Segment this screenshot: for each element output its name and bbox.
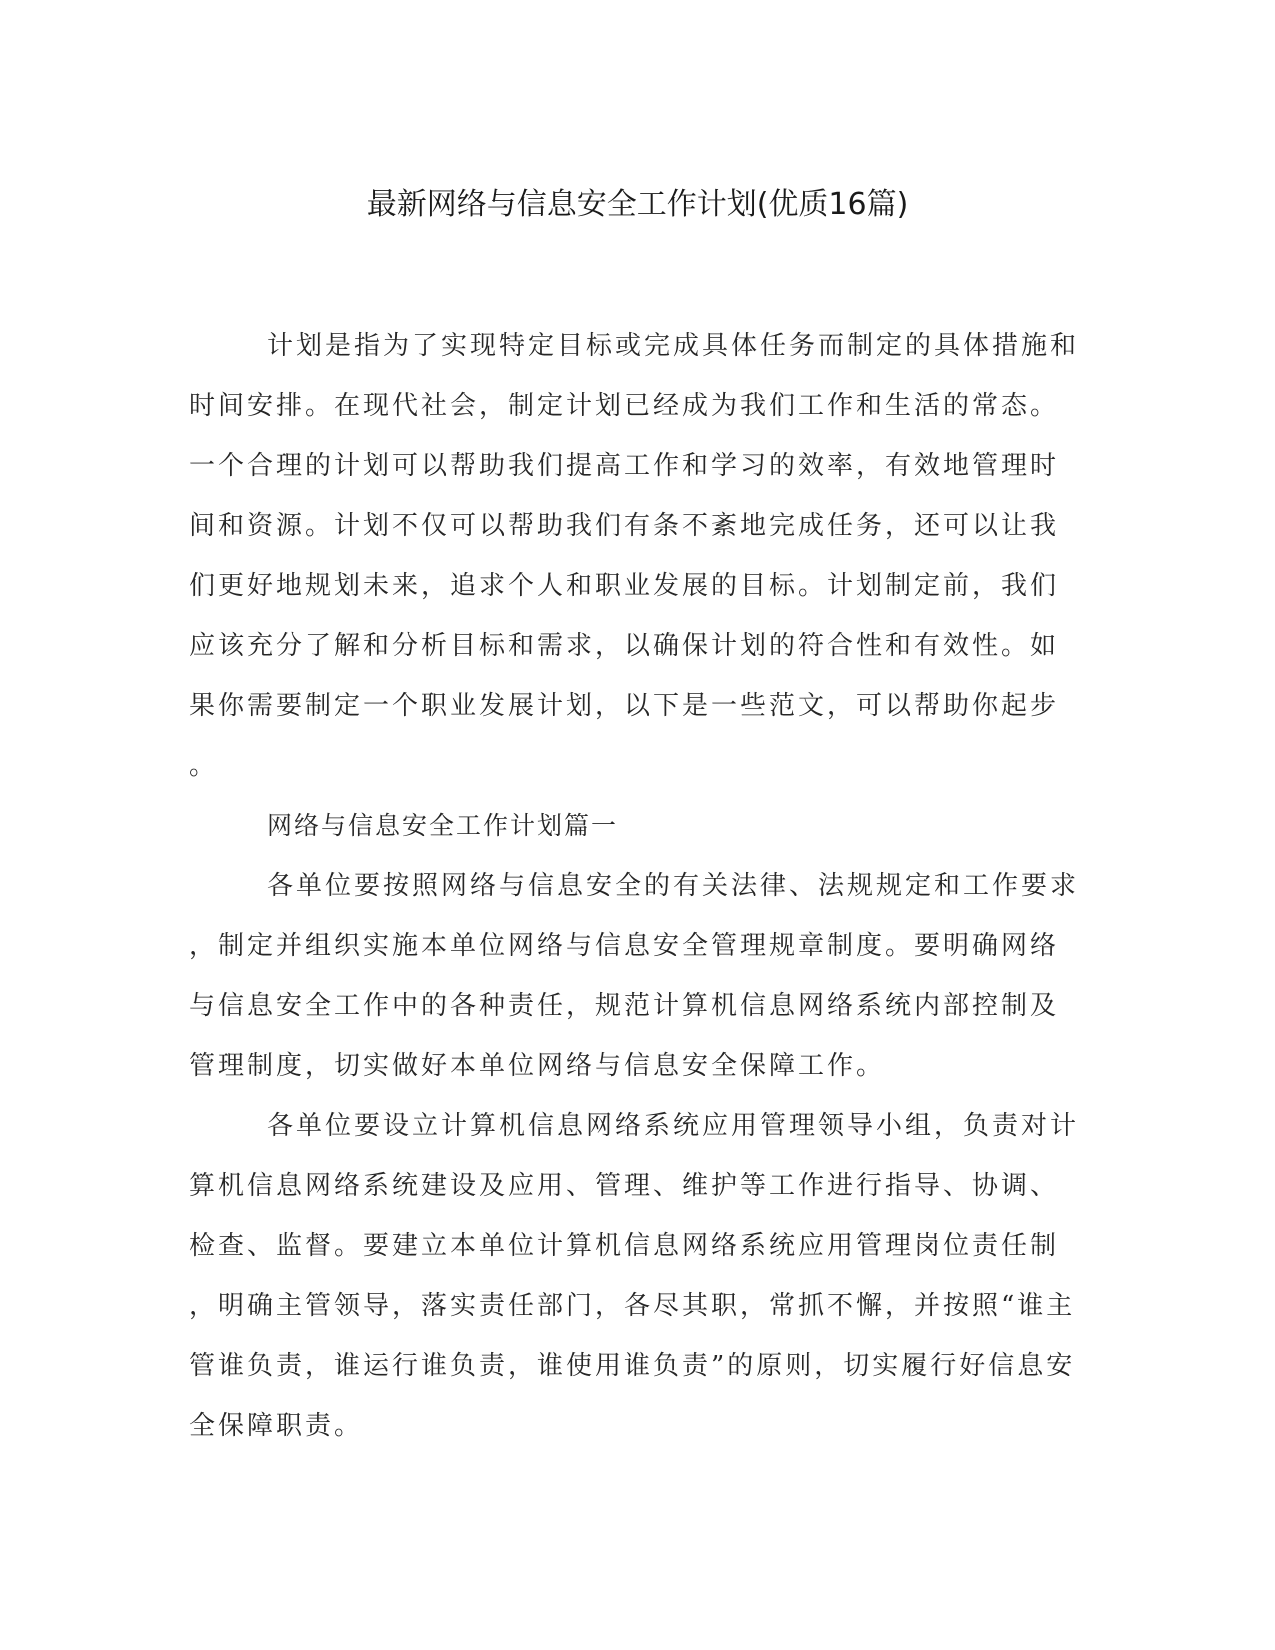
document-title: 最新网络与信息安全工作计划(优质16篇) xyxy=(366,187,909,222)
paragraph-line: 管理制度，切实做好本单位网络与信息安全保障工作。 xyxy=(189,1051,886,1081)
paragraph-line: 各单位要按照网络与信息安全的有关法律、法规规定和工作要求 xyxy=(267,871,1080,901)
paragraph-line: 管谁负责，谁运行谁负责，谁使用谁负责”的原则，切实履行好信息安 xyxy=(189,1351,1076,1381)
section-heading: 网络与信息安全工作计划篇一 xyxy=(267,811,619,840)
paragraph-line: ，明确主管领导，落实责任部门，各尽其职，常抓不懈，并按照“谁主 xyxy=(189,1291,1076,1321)
paragraph-line: 一个合理的计划可以帮助我们提高工作和学习的效率，有效地管理时 xyxy=(189,451,1060,481)
document-body xyxy=(189,316,1085,1456)
paragraph-line: 各单位要设立计算机信息网络系统应用管理领导小组，负责对计 xyxy=(267,1111,1080,1141)
paragraph-line: 检查、监督。要建立本单位计算机信息网络系统应用管理岗位责任制 xyxy=(189,1231,1060,1261)
paragraph-line: 应该充分了解和分析目标和需求，以确保计划的符合性和有效性。如 xyxy=(189,631,1060,661)
paragraph-line: 果你需要制定一个职业发展计划，以下是一些范文，可以帮助你起步 xyxy=(189,691,1060,721)
paragraph-line: 间和资源。计划不仅可以帮助我们有条不紊地完成任务，还可以让我 xyxy=(189,511,1060,541)
paragraph-line: 时间安排。在现代社会，制定计划已经成为我们工作和生活的常态。 xyxy=(189,391,1060,421)
paragraph-line: 们更好地规划未来，追求个人和职业发展的目标。计划制定前，我们 xyxy=(189,571,1060,601)
paragraph-line: 计划是指为了实现特定目标或完成具体任务而制定的具体措施和 xyxy=(267,331,1080,361)
paragraph-line: 。 xyxy=(189,751,219,781)
paragraph-line: 全保障职责。 xyxy=(189,1411,364,1441)
paragraph-line: ，制定并组织实施本单位网络与信息安全管理规章制度。要明确网络 xyxy=(189,931,1060,961)
paragraph-line: 算机信息网络系统建设及应用、管理、维护等工作进行指导、协调、 xyxy=(189,1171,1060,1201)
paragraph-line: 与信息安全工作中的各种责任，规范计算机信息网络系统内部控制及 xyxy=(189,991,1060,1021)
